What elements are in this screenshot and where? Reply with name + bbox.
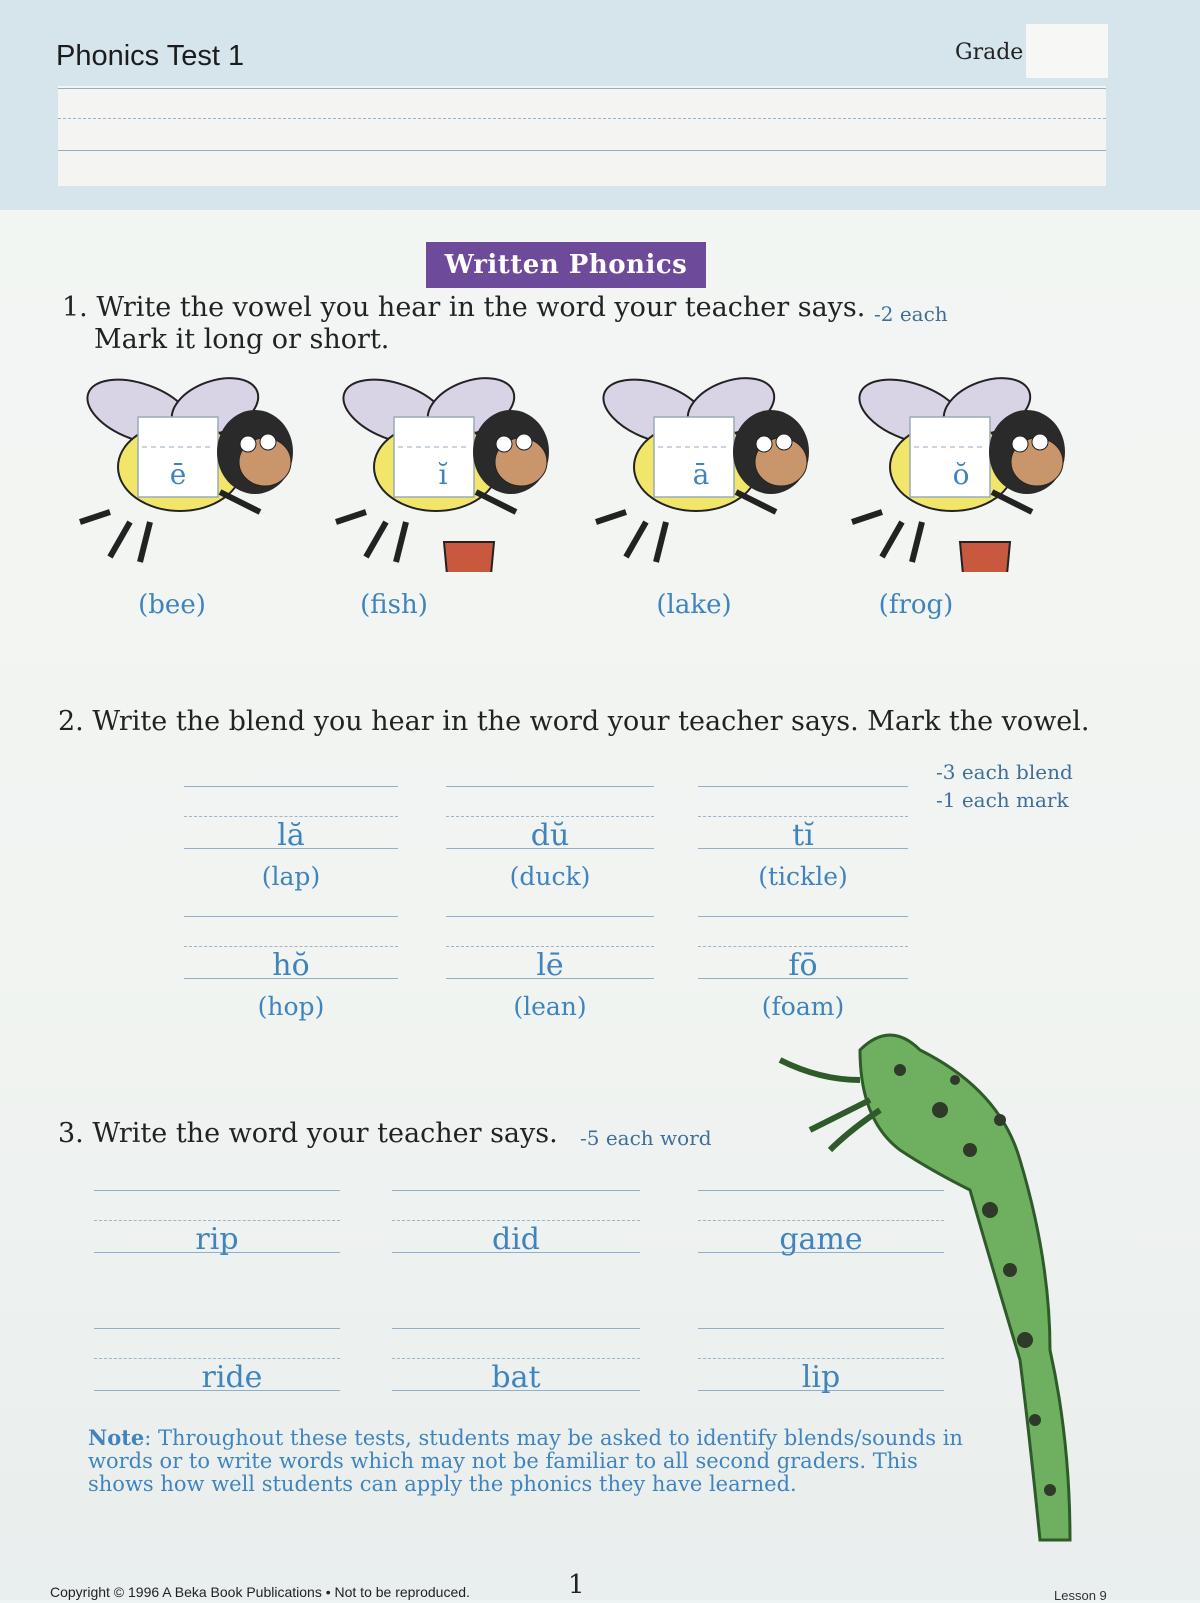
writing-line: [698, 916, 908, 917]
q1-answer: ē: [169, 458, 187, 491]
q3-answer: ride: [201, 1360, 263, 1395]
writing-line: [698, 786, 908, 787]
writing-line: [446, 816, 654, 817]
writing-line: [392, 1190, 640, 1191]
q1-word: (lake): [656, 590, 732, 620]
question-2: 2. Write the blend you hear in the word your teacher says. Mark the vowel.: [58, 706, 1090, 737]
q2-answer: hŏ: [272, 948, 310, 983]
q1-answer: ā: [692, 458, 710, 491]
q3-answer: bat: [491, 1360, 541, 1395]
lesson-label: Lesson 9: [1054, 1588, 1107, 1603]
writing-line: [446, 946, 654, 947]
writing-line: [94, 1328, 340, 1329]
writing-line: [184, 916, 398, 917]
q2-word: (lean): [513, 992, 587, 1021]
writing-line: [698, 816, 908, 817]
question-2-score-mark: -1 each mark: [936, 788, 1069, 812]
writing-line: [446, 916, 654, 917]
q2-word: (lap): [261, 862, 321, 891]
writing-line: [392, 1220, 640, 1221]
writing-line: [94, 1358, 340, 1359]
question-1-line-1: 1. Write the vowel you hear in the word your teacher says.: [62, 292, 866, 323]
copyright-footer: Copyright © 1996 A Beka Book Publications • Not to be reproduced.: [50, 1584, 470, 1600]
q1-word: (fish): [360, 590, 428, 620]
question-3: 3. Write the word your teacher says.: [58, 1118, 558, 1149]
q1-word: (frog): [878, 590, 954, 620]
writing-line: [446, 786, 654, 787]
q2-word: (hop): [257, 992, 325, 1021]
writing-line: [392, 1358, 640, 1359]
question-3-score: -5 each word: [580, 1126, 712, 1150]
page-number: 1: [568, 1570, 585, 1600]
writing-line: [94, 1190, 340, 1191]
question-1-line-2: Mark it long or short.: [94, 324, 390, 355]
q2-answer: dŭ: [530, 818, 570, 853]
q1-word: (bee): [138, 590, 206, 620]
writing-line: [184, 816, 398, 817]
question-2-score-blend: -3 each blend: [936, 760, 1073, 784]
q2-answer: lă: [277, 818, 305, 853]
note-text: : Throughout these tests, students may be asked to identify blends/sounds in words or to write words which may not be familiar to all second graders. This shows how well students can apply the phonics they have learned.: [88, 1426, 963, 1496]
q2-answer: fō: [788, 948, 818, 983]
q2-word: (foam): [761, 992, 845, 1021]
writing-line: [94, 1220, 340, 1221]
q2-word: (duck): [509, 862, 591, 891]
page-title: Phonics Test 1: [56, 40, 245, 72]
writing-line: [184, 946, 398, 947]
section-title: Written Phonics: [426, 242, 706, 288]
q1-answer: ŏ: [952, 458, 970, 491]
writing-line: [698, 946, 908, 947]
name-writing-lines[interactable]: [58, 86, 1106, 186]
q2-word: (tickle): [758, 862, 848, 891]
q3-answer: did: [491, 1222, 540, 1257]
q2-answer: lē: [536, 948, 564, 983]
teacher-note: [88, 1426, 968, 1496]
writing-line: [392, 1328, 640, 1329]
grade-label: Grade: [955, 40, 1024, 65]
q2-answer: tĭ: [792, 818, 814, 853]
writing-line: [184, 786, 398, 787]
q3-answer: lip: [801, 1360, 841, 1395]
q3-answer: rip: [195, 1222, 239, 1257]
q3-answer: game: [779, 1222, 863, 1257]
q1-answer: ĭ: [438, 458, 448, 491]
grade-box[interactable]: [1026, 24, 1108, 78]
note-label: Note: [88, 1425, 145, 1450]
question-1-score: -2 each: [874, 302, 948, 326]
